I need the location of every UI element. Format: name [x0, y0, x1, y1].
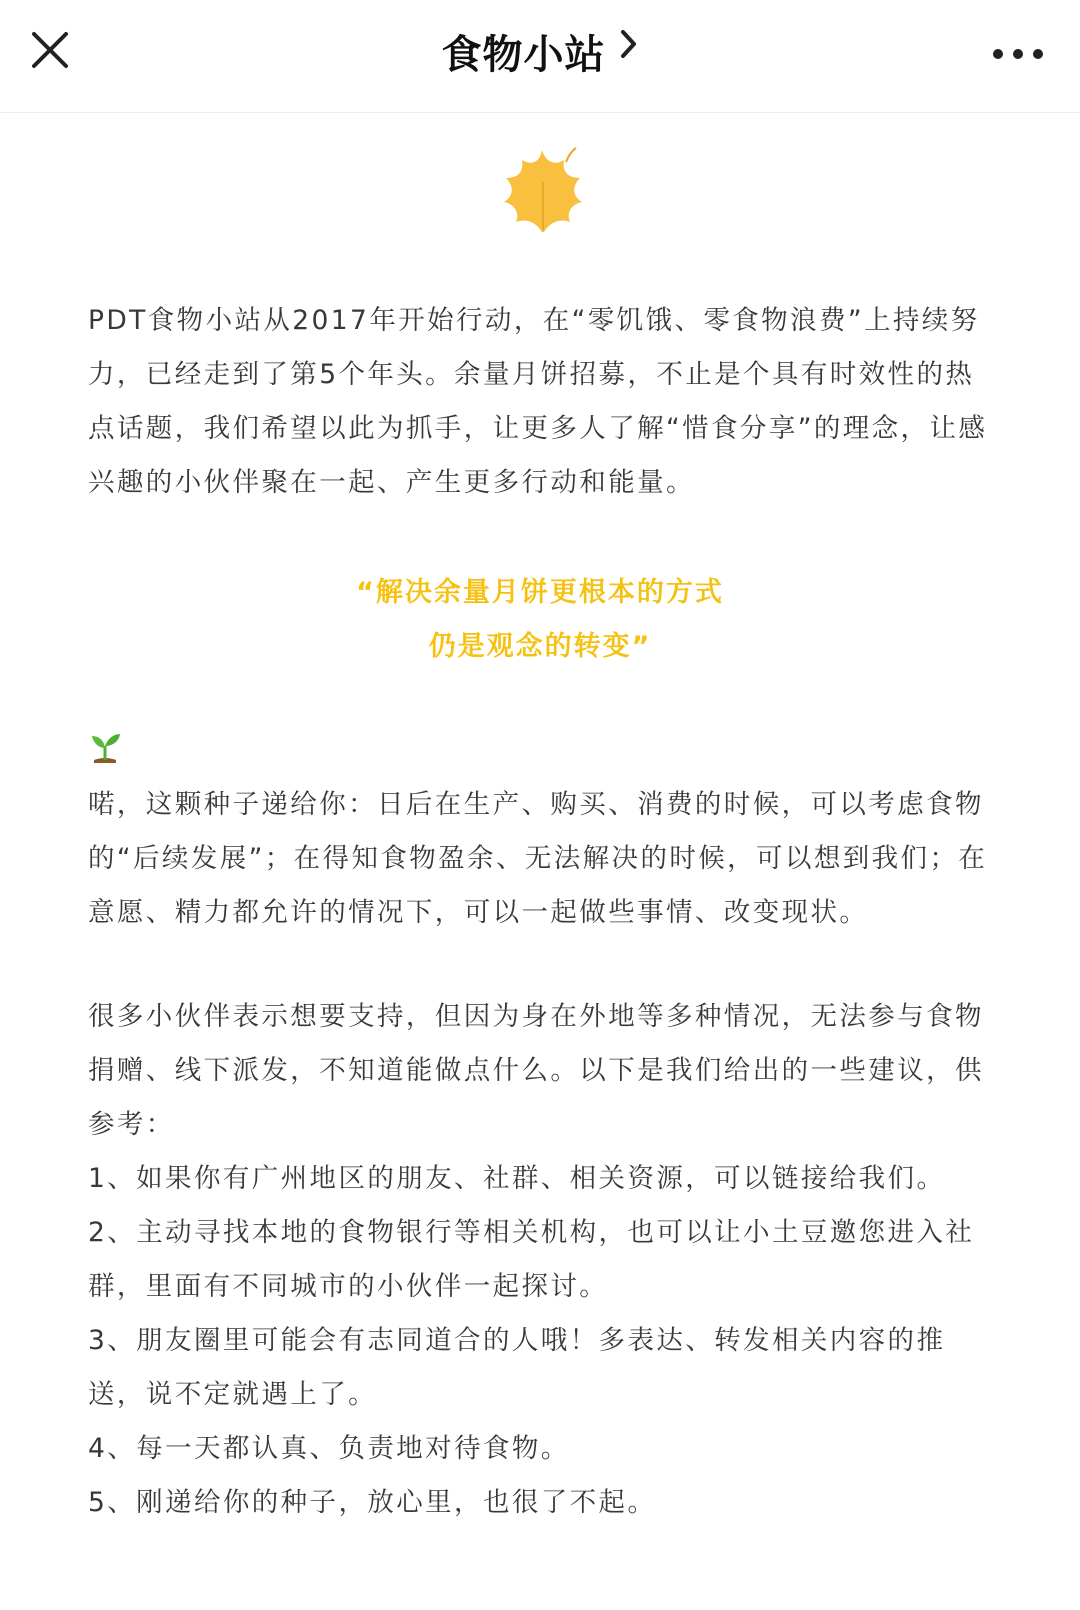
suggestion-item: 2、主动寻找本地的食物银行等相关机构，也可以让小土豆邀您进入社群，里面有不同城市的小伙伴一起探讨。: [88, 1217, 975, 1302]
suggestions-section: [88, 990, 998, 1530]
seed-text: 喏，这颗种子递给你：日后在生产、购买、消费的时候，可以考虑食物的“后续发展”；在得知食物盈余、无法解决的时候，可以想到我们；在意愿、精力都允许的情况下，可以一起做些事情、改变现状。: [88, 789, 988, 928]
suggestion-item: 4、每一天都认真、负责地对待食物。: [88, 1433, 570, 1464]
suggestion-item: 5、刚递给你的种子，放心里，也很了不起。: [88, 1487, 657, 1518]
suggestion-item: 3、朋友圈里可能会有志同道合的人哦！多表达、转发相关内容的推送，说不定就遇上了。: [88, 1325, 946, 1410]
suggestion-item: 1、如果你有广州地区的朋友、社群、相关资源，可以链接给我们。: [88, 1163, 946, 1194]
chevron-right-icon[interactable]: [619, 25, 639, 85]
seed-paragraph: [88, 778, 998, 940]
maple-leaf-icon: [496, 142, 592, 238]
quote-line-2: 仍是观念的转变”: [428, 631, 652, 662]
account-title-link[interactable]: [0, 24, 1080, 84]
intro-paragraph: [88, 294, 998, 510]
page-title[interactable]: 食物小站: [441, 31, 606, 78]
intro-text: PDT食物小站从2017年开始行动，在“零饥饿、零食物浪费”上持续努力，已经走到了第5个年头。余量月饼招募，不止是个具有时效性的热点话题，我们希望以此为抓手，让更多人了解“惜食分享”的理念，让感兴趣的小伙伴聚在一起、产生更多行动和能量。: [88, 305, 988, 498]
quote-line-1: “解决余量月饼更根本的方式: [356, 577, 724, 608]
more-horizontal-icon[interactable]: [990, 40, 1046, 68]
seedling-icon: [88, 730, 122, 764]
suggestions-intro: 很多小伙伴表示想要支持，但因为身在外地等多种情况，无法参与食物捐赠、线下派发，不知道能做点什么。以下是我们给出的一些建议，供参考：: [88, 1001, 984, 1140]
highlight-quote: [0, 566, 1080, 674]
top-navigation-bar: [0, 0, 1080, 113]
